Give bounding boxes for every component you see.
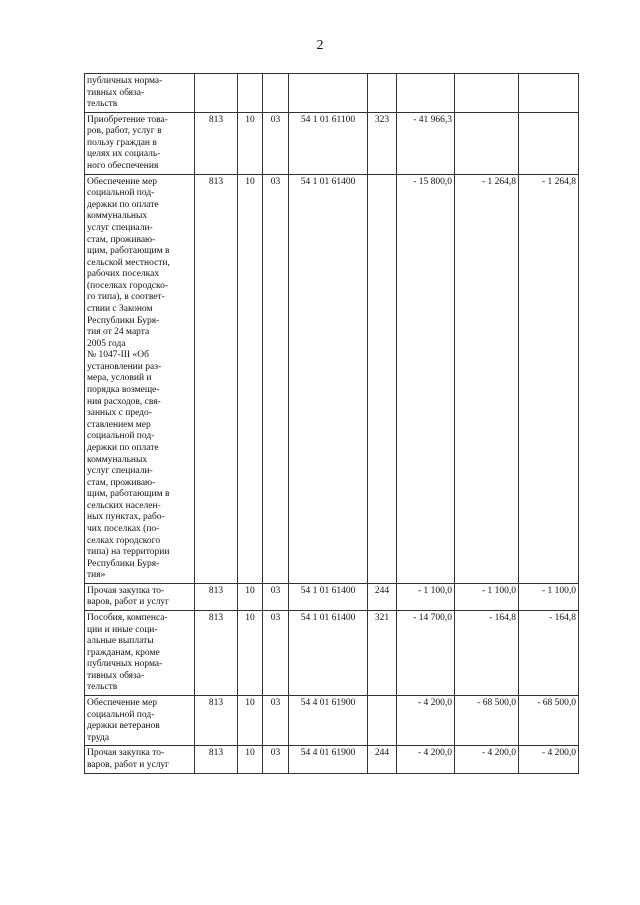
table-row (85, 746, 579, 773)
cell-amount-1 (397, 74, 455, 113)
cell-amount-2 (455, 74, 519, 113)
cell-subsection-code: 03 (263, 746, 289, 773)
page-number: 2 (316, 38, 324, 53)
cell-target-article: 54 1 01 61400 (289, 611, 368, 696)
cell-amount-3: - 4 200,0 (519, 746, 579, 773)
cell-name: Прочая закупка то- варов, работ и услуг (85, 746, 195, 773)
cell-target-article: 54 4 01 61900 (289, 696, 368, 746)
cell-amount-2: - 164,8 (455, 611, 519, 696)
cell-amount-1: - 14 700,0 (397, 611, 455, 696)
cell-amount-2: - 68 500,0 (455, 696, 519, 746)
cell-section-code: 10 (238, 696, 263, 746)
table-row (85, 583, 579, 610)
cell-subsection-code: 03 (263, 174, 289, 583)
cell-ministry-code: 813 (195, 174, 238, 583)
cell-amount-3: - 68 500,0 (519, 696, 579, 746)
cell-amount-1: - 4 200,0 (397, 696, 455, 746)
cell-expense-type (368, 174, 397, 583)
cell-ministry-code: 813 (195, 696, 238, 746)
cell-ministry-code: 813 (195, 611, 238, 696)
cell-name: Пособия, компенса- ции и иные соци- альные выплаты гражданам, кроме публичных норма- тивных обяза- тельств (85, 611, 195, 696)
table-row (85, 611, 579, 696)
cell-subsection-code: 03 (263, 112, 289, 174)
cell-expense-type: 244 (368, 746, 397, 773)
cell-amount-2: - 1 100,0 (455, 583, 519, 610)
cell-target-article (289, 74, 368, 113)
cell-ministry-code (195, 74, 238, 113)
table-row (85, 174, 579, 583)
cell-name: Обеспечение мер социальной под- держки по оплате коммунальных услуг специали- стам, проживаю- щим, работающим в сельской местности, рабочих поселках (поселках городско- го типа), в соответ- ствии с Законом Республики Буря- тия от 24 марта 2005 года № 1047-III «Об установлении раз- мера, условий и порядка возмеще- ния расходов, свя- занных с предо- ставлением мер социальной под- держки по оплате коммунальных услуг специали- стам, проживаю- щим, работающим в сельских населен- ных пунктах, рабо- чих поселках (по- селках городского типа) на территории Республики Буря- тия» (85, 174, 195, 583)
table-row (85, 112, 579, 174)
cell-amount-2: - 4 200,0 (455, 746, 519, 773)
cell-amount-3: - 1 264,8 (519, 174, 579, 583)
cell-target-article: 54 1 01 61100 (289, 112, 368, 174)
cell-expense-type (368, 696, 397, 746)
budget-table (84, 73, 579, 774)
cell-name: Приобретение това- ров, работ, услуг в пользу граждан в целях их социаль- ного обеспечения (85, 112, 195, 174)
cell-amount-1: - 41 966,3 (397, 112, 455, 174)
cell-target-article: 54 4 01 61900 (289, 746, 368, 773)
cell-section-code: 10 (238, 746, 263, 773)
cell-amount-3 (519, 74, 579, 113)
cell-name: Прочая закупка то- варов, работ и услуг (85, 583, 195, 610)
cell-amount-1: - 15 800,0 (397, 174, 455, 583)
cell-section-code: 10 (238, 112, 263, 174)
cell-name: публичных норма- тивных обяза- тельств (85, 74, 195, 113)
cell-expense-type: 244 (368, 583, 397, 610)
cell-ministry-code: 813 (195, 583, 238, 610)
cell-amount-3: - 164,8 (519, 611, 579, 696)
cell-target-article: 54 1 01 61400 (289, 174, 368, 583)
cell-ministry-code: 813 (195, 746, 238, 773)
cell-amount-1: - 4 200,0 (397, 746, 455, 773)
cell-expense-type (368, 74, 397, 113)
cell-amount-1: - 1 100,0 (397, 583, 455, 610)
cell-amount-2 (455, 112, 519, 174)
cell-expense-type: 323 (368, 112, 397, 174)
cell-ministry-code: 813 (195, 112, 238, 174)
cell-amount-3: - 1 100,0 (519, 583, 579, 610)
cell-expense-type: 321 (368, 611, 397, 696)
cell-subsection-code: 03 (263, 583, 289, 610)
table-row (85, 74, 579, 113)
cell-section-code: 10 (238, 174, 263, 583)
cell-subsection-code (263, 74, 289, 113)
table-row (85, 696, 579, 746)
cell-subsection-code: 03 (263, 611, 289, 696)
cell-subsection-code: 03 (263, 696, 289, 746)
cell-target-article: 54 1 01 61400 (289, 583, 368, 610)
cell-amount-2: - 1 264,8 (455, 174, 519, 583)
cell-amount-3 (519, 112, 579, 174)
cell-name: Обеспечение мер социальной под- держки ветеранов труда (85, 696, 195, 746)
cell-section-code: 10 (238, 583, 263, 610)
cell-section-code: 10 (238, 611, 263, 696)
cell-section-code (238, 74, 263, 113)
